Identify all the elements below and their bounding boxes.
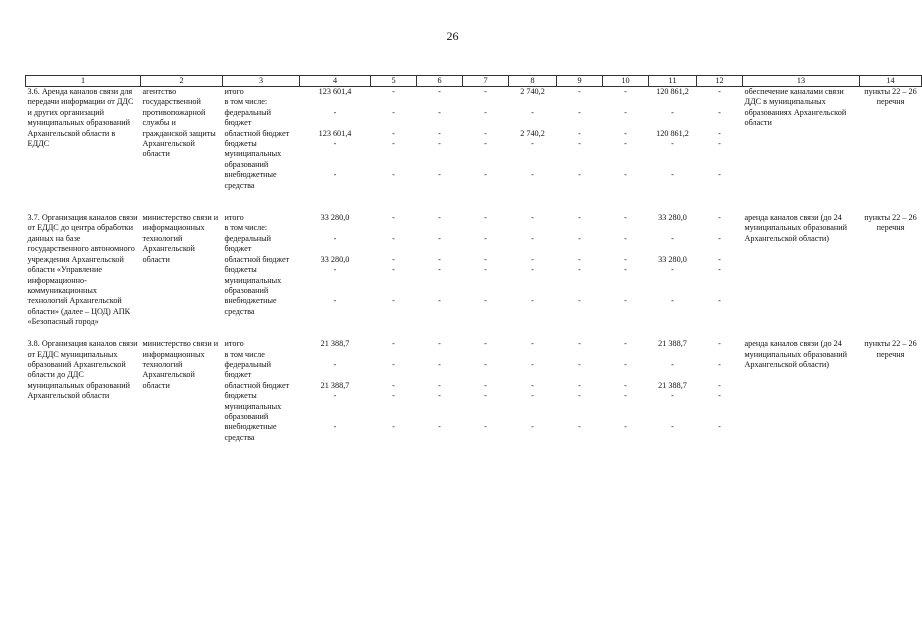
value-cell: -: [578, 422, 581, 432]
value-cell: -: [624, 170, 627, 180]
value-cell: -: [531, 391, 534, 401]
value-cell: -: [718, 213, 721, 223]
header-col-2: 2: [141, 76, 223, 87]
value-cell: -: [624, 265, 627, 275]
page-number: 26: [446, 29, 459, 43]
value-cell: -: [531, 422, 534, 432]
value-cell: [603, 223, 649, 233]
funding-source: областной бюджет: [224, 380, 290, 390]
value-cell: -: [484, 422, 487, 432]
value-cell: -: [392, 296, 395, 306]
funding-source: внебюджетные средства: [224, 170, 277, 190]
value-cell: -: [438, 359, 441, 369]
value-cell: [509, 223, 557, 233]
value-cell: -: [624, 107, 627, 117]
measure-result: аренда каналов связи (до 24 муниципальных образований Архангельской области): [744, 339, 848, 369]
value-cell: -: [484, 265, 487, 275]
value-cell: [557, 350, 603, 360]
value-cell: [649, 223, 697, 233]
header-col-5: 5: [371, 76, 417, 87]
value-cell: -: [438, 170, 441, 180]
value-cell: -: [578, 296, 581, 306]
header-col-3: 3: [223, 76, 300, 87]
value-cell: -: [333, 422, 337, 432]
value-cell: [697, 97, 743, 107]
value-cell: [417, 223, 463, 233]
value-cell: -: [438, 254, 441, 264]
value-cell: -: [718, 87, 721, 96]
value-cell: -: [624, 233, 627, 243]
value-cell: -: [333, 296, 337, 306]
value-cell: -: [392, 107, 395, 117]
value-cell: -: [624, 254, 627, 264]
value-cell: [300, 223, 371, 233]
value-cell: -: [484, 380, 487, 390]
value-cell: -: [438, 339, 441, 349]
value-cell: [371, 97, 417, 107]
value-cell: -: [392, 87, 395, 96]
value-cell: -: [624, 139, 627, 149]
funding-source: бюджеты муниципальных образований: [224, 139, 282, 169]
value-cell: -: [671, 296, 674, 306]
measure-title: 3.7. Организация каналов связи от ЕДДС до центра обработки данных на базе государственного автономного учреждения Архангельской области «Управление информационно-коммуникационных технологий Архангельской области» (далее – ЦОД) АПК «Безопасный город»: [27, 213, 138, 327]
header-col-14: 14: [860, 76, 922, 87]
value-cell: -: [531, 107, 534, 117]
value-cell: 123 601,4: [318, 128, 352, 138]
value-cell: 120 861,2: [656, 128, 689, 138]
header-col-7: 7: [463, 76, 509, 87]
value-cell: -: [671, 359, 674, 369]
header-col-13: 13: [743, 76, 860, 87]
funding-source: бюджеты муниципальных образований: [224, 391, 282, 421]
value-cell: -: [578, 139, 581, 149]
value-cell: -: [718, 422, 721, 432]
value-cell: [300, 350, 371, 360]
value-cell: -: [333, 170, 337, 180]
value-cell: -: [392, 339, 395, 349]
value-cell: [371, 350, 417, 360]
value-cell: 2 740,2: [520, 128, 545, 138]
value-cell: -: [438, 233, 441, 243]
value-cell: -: [484, 128, 487, 138]
header-col-10: 10: [603, 76, 649, 87]
value-cell: 123 601,4: [318, 87, 352, 96]
value-cell: -: [718, 254, 721, 264]
value-cell: -: [392, 213, 395, 223]
funding-source: бюджеты муниципальных образований: [224, 265, 282, 295]
value-cell: -: [484, 296, 487, 306]
value-cell: -: [578, 170, 581, 180]
value-cell: -: [484, 233, 487, 243]
value-cell: -: [578, 254, 581, 264]
value-cell: -: [438, 107, 441, 117]
funding-source: в том числе:: [224, 97, 268, 107]
table-body: [26, 76, 922, 466]
table-row: [26, 213, 922, 223]
value-cell: -: [671, 422, 674, 432]
value-cell: -: [392, 380, 395, 390]
measure-items-ref: пункты 22 – 26 перечня: [864, 339, 917, 359]
value-cell: -: [578, 391, 581, 401]
value-cell: 2 740,2: [520, 87, 545, 96]
value-cell: -: [718, 139, 721, 149]
value-cell: 33 280,0: [320, 213, 350, 223]
funding-source: федеральный бюджет: [224, 107, 272, 128]
value-cell: 21 388,7: [320, 339, 350, 349]
funding-source: внебюджетные средства: [224, 422, 277, 442]
value-cell: -: [484, 139, 487, 149]
value-cell: -: [392, 128, 395, 138]
value-cell: -: [718, 359, 721, 369]
value-cell: -: [438, 87, 441, 96]
funding-source: итого: [224, 339, 244, 349]
header-col-9: 9: [557, 76, 603, 87]
header-col-11: 11: [649, 76, 697, 87]
value-cell: -: [531, 359, 534, 369]
value-cell: -: [333, 359, 337, 369]
value-cell: -: [484, 254, 487, 264]
value-cell: -: [624, 359, 627, 369]
value-cell: [300, 97, 371, 107]
value-cell: -: [438, 380, 441, 390]
value-cell: -: [531, 170, 534, 180]
value-cell: [557, 97, 603, 107]
value-cell: [371, 223, 417, 233]
value-cell: -: [718, 233, 721, 243]
value-cell: -: [624, 339, 627, 349]
value-cell: -: [718, 296, 721, 306]
value-cell: -: [438, 296, 441, 306]
value-cell: 120 861,2: [656, 87, 689, 96]
value-cell: -: [624, 296, 627, 306]
value-cell: -: [671, 170, 674, 180]
value-cell: 21 388,7: [658, 339, 687, 349]
header-col-12: 12: [697, 76, 743, 87]
value-cell: -: [392, 422, 395, 432]
value-cell: -: [578, 213, 581, 223]
value-cell: -: [578, 107, 581, 117]
funding-source: областной бюджет: [224, 128, 290, 138]
value-cell: -: [671, 139, 674, 149]
value-cell: -: [484, 213, 487, 223]
header-col-8: 8: [509, 76, 557, 87]
value-cell: -: [531, 296, 534, 306]
measure-items-ref: пункты 22 – 26 перечня: [864, 213, 917, 233]
value-cell: -: [624, 87, 627, 96]
value-cell: -: [392, 254, 395, 264]
measure-executor: министерство связи и информационных технологий Архангельской области: [142, 213, 219, 264]
value-cell: -: [484, 170, 487, 180]
header-col-1: 1: [26, 76, 141, 87]
value-cell: -: [484, 391, 487, 401]
value-cell: -: [718, 391, 721, 401]
value-cell: -: [718, 128, 721, 138]
value-cell: -: [438, 422, 441, 432]
funding-source: федеральный бюджет: [224, 233, 272, 254]
value-cell: -: [671, 265, 674, 275]
value-cell: 21 388,7: [320, 380, 350, 390]
value-cell: -: [438, 213, 441, 223]
value-cell: -: [578, 265, 581, 275]
value-cell: [417, 350, 463, 360]
value-cell: -: [484, 107, 487, 117]
value-cell: -: [624, 213, 627, 223]
header-col-4: 4: [300, 76, 371, 87]
value-cell: -: [624, 422, 627, 432]
value-cell: [417, 97, 463, 107]
value-cell: -: [392, 233, 395, 243]
value-cell: -: [438, 391, 441, 401]
funding-source: федеральный бюджет: [224, 359, 272, 380]
measure-title: 3.6. Аренда каналов связи для передачи информации от ДДС и других организаций муниципальных образований Архангельской области в ЕДДС: [27, 87, 134, 149]
value-cell: -: [531, 139, 534, 149]
value-cell: -: [484, 359, 487, 369]
header-col-6: 6: [417, 76, 463, 87]
value-cell: -: [671, 233, 674, 243]
measure-title: 3.8. Организация каналов связи от ЕДДС муниципальных образований Архангельской области до ДДС муниципальных образований Архангельской области: [27, 339, 138, 401]
funding-source: областной бюджет: [224, 254, 290, 264]
program-table: [25, 75, 922, 465]
measure-result: аренда каналов связи (до 24 муниципальных образований Архангельской области): [744, 213, 848, 243]
value-cell: [557, 223, 603, 233]
value-cell: -: [531, 254, 534, 264]
value-cell: -: [438, 265, 441, 275]
value-cell: [697, 223, 743, 233]
value-cell: -: [438, 139, 441, 149]
value-cell: -: [484, 339, 487, 349]
value-cell: 21 388,7: [658, 380, 687, 390]
funding-source: в том числе: [224, 349, 265, 359]
value-cell: -: [531, 380, 534, 390]
value-cell: -: [578, 339, 581, 349]
value-cell: -: [392, 359, 395, 369]
value-cell: -: [578, 233, 581, 243]
value-cell: -: [392, 139, 395, 149]
value-cell: -: [624, 380, 627, 390]
measure-executor: министерство связи и информационных технологий Архангельской области: [142, 339, 219, 390]
value-cell: [603, 350, 649, 360]
table-row: [26, 339, 922, 349]
value-cell: -: [392, 265, 395, 275]
value-cell: [649, 350, 697, 360]
header-row: [26, 76, 922, 87]
value-cell: -: [392, 170, 395, 180]
funding-source: внебюджетные средства: [224, 296, 277, 316]
value-cell: -: [671, 107, 674, 117]
value-cell: [509, 350, 557, 360]
value-cell: -: [392, 391, 395, 401]
value-cell: -: [333, 265, 337, 275]
value-cell: [649, 97, 697, 107]
value-cell: -: [333, 139, 337, 149]
value-cell: [463, 97, 509, 107]
value-cell: -: [531, 213, 534, 223]
value-cell: -: [531, 339, 534, 349]
value-cell: 33 280,0: [658, 213, 687, 223]
value-cell: [463, 223, 509, 233]
value-cell: [603, 97, 649, 107]
measure-result: обеспечение каналами связи ДДС в муниципальных образованиях Архангельской области: [744, 87, 847, 128]
value-cell: -: [718, 339, 721, 349]
value-cell: -: [718, 170, 721, 180]
value-cell: -: [671, 391, 674, 401]
measure-items-ref: пункты 22 – 26 перечня: [864, 87, 917, 107]
value-cell: -: [578, 128, 581, 138]
value-cell: -: [438, 128, 441, 138]
value-cell: -: [624, 128, 627, 138]
value-cell: [697, 350, 743, 360]
table-row: [26, 87, 922, 98]
value-cell: -: [718, 107, 721, 117]
value-cell: -: [578, 87, 581, 96]
value-cell: -: [333, 107, 337, 117]
value-cell: 33 280,0: [658, 254, 687, 264]
value-cell: -: [718, 265, 721, 275]
value-cell: 33 280,0: [320, 254, 350, 264]
value-cell: -: [531, 233, 534, 243]
value-cell: -: [333, 233, 337, 243]
funding-source: итого: [224, 213, 244, 223]
value-cell: -: [578, 380, 581, 390]
funding-source: итого: [224, 87, 244, 96]
funding-source: в том числе:: [224, 223, 268, 233]
value-cell: -: [578, 359, 581, 369]
value-cell: -: [484, 87, 487, 96]
value-cell: -: [333, 391, 337, 401]
value-cell: -: [718, 380, 721, 390]
value-cell: [463, 350, 509, 360]
value-cell: [509, 97, 557, 107]
value-cell: -: [624, 391, 627, 401]
measure-executor: агентство государственной противопожарной службы и гражданской защиты Архангельской области: [142, 87, 216, 159]
value-cell: -: [531, 265, 534, 275]
